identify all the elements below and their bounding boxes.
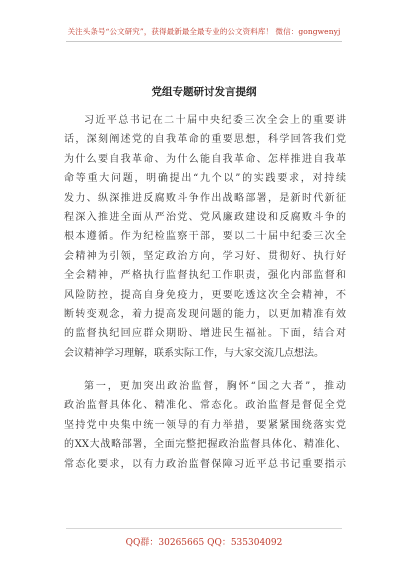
text-line: 的XX大战略部署，全面完整把握政治监督具体化、精准化、 [64, 439, 346, 451]
text-line: 为什么要自我革命、为什么能自我革命、怎样推进自我革 [64, 153, 346, 165]
text-line: 发力、纵深推进反腐败斗争作出战略部署，是新时代新征 [64, 192, 346, 204]
text-line: 命等重大问题，明确提出“九个以”的实践要求，对持续 [64, 173, 346, 185]
text-line: 习近平总书记在二十届中央纪委三次全会上的重要讲 [84, 115, 346, 126]
text-line: 话，深刻阐述党的自我革命的重要思想，科学回答我们党 [64, 134, 346, 146]
text-line: 会议精神学习理解，联系实际工作，与大家交流几点想法。 [64, 347, 324, 359]
text-line: 全会精神，严格执行监督执纪工作职责，强化内部监督和 [64, 270, 346, 282]
text-line: 风险防控，提高自身免疫力，更要吃透这次全会精神，不 [64, 289, 346, 301]
text-line: 程深入推进全面从严治党、党风廉政建设和反腐败斗争的 [64, 211, 346, 223]
paragraph-2 [64, 377, 346, 474]
text-line: 断转变观念，着力提高发现问题的能力，以更加精准有效 [64, 308, 346, 320]
text-line: 第一，更加突出政治监督，胸怀“国之大者”，推动 [84, 381, 346, 393]
paragraph-1 [64, 111, 346, 363]
text-line: 的监督执纪回应群众期盼、增进民生福祉。下面，结合对 [64, 328, 346, 340]
text-line: 常态化要求，以有力政治监督保障习近平总书记重要指示 [64, 458, 346, 470]
header-divider [66, 41, 342, 42]
text-line: 坚持党中央集中统一领导的有力举措，要紧紧围绕落实党 [64, 419, 346, 431]
document-body [64, 111, 346, 474]
footer-contact-text: QQ群：30265665 QQ：535304092 [125, 538, 283, 548]
footer-divider [66, 528, 342, 529]
text-line: 政治监督具体化、精准化、常态化。政治监督是督促全党 [64, 400, 346, 412]
paragraph-gap [64, 363, 346, 377]
text-line: 根本遵循。作为纪检监察干部，要以二十届中纪委三次全 [64, 231, 346, 243]
document-title: 党组专题研讨发言提纲 [151, 86, 257, 98]
text-line: 会精神为引领，坚定政治方向，学习好、贯彻好、执行好 [64, 250, 346, 262]
header-promo-text: 关注头条号“公文研究”，获得最新最全最专业的公文资料库！ 微信：gongwenyj [67, 27, 341, 36]
